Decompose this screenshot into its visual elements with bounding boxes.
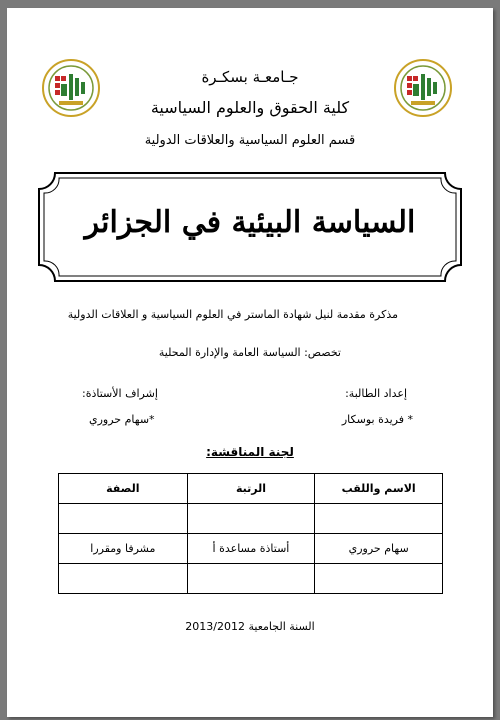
thesis-title: السياسة البيئية في الجزائر (84, 205, 416, 240)
column-header: الاسم واللقب (315, 474, 443, 504)
memo-line: مذكرة مقدمة لنيل شهادة الماستر في العلوم السياسية و العلاقات الدولية (67, 308, 398, 321)
table-cell (187, 504, 315, 534)
supervisor-name: *سهام حروري (89, 413, 155, 426)
table-cell: سهام حروري (315, 534, 443, 564)
committee-title (7, 445, 493, 459)
title-frame (37, 171, 463, 283)
academic-year: السنة الجامعية 2013/2012 (185, 620, 315, 633)
table-cell: مشرفا ومقررا (59, 534, 188, 564)
supervisor-label: إشراف الأستاذة: (82, 387, 158, 400)
table-row (59, 504, 443, 534)
column-header: الرتبة (187, 474, 315, 504)
table-cell (59, 504, 188, 534)
student-name: * فريدة بوسكار (341, 413, 413, 426)
table-cell: أستاذة مساعدة أ (187, 534, 315, 564)
document-page (7, 8, 493, 717)
table-cell (187, 564, 315, 594)
table-header-row (59, 474, 443, 504)
table-row (59, 534, 443, 564)
table-cell (315, 564, 443, 594)
table-row (59, 564, 443, 594)
university-name: جـامعـة بسكـرة (201, 68, 299, 86)
department-name: قسم العلوم السياسية والعلاقات الدولية (144, 133, 356, 148)
table-cell (59, 564, 188, 594)
committee-title-text: لجنة المناقشة: (206, 445, 294, 459)
prepared-by-label: إعداد الطالبة: (345, 387, 407, 400)
column-header: الصفة (59, 474, 188, 504)
specialization: تخصص: السياسة العامة والإدارة المحلية (158, 346, 341, 359)
jury-table (58, 473, 443, 594)
faculty-name: كلية الحقوق والعلوم السياسية (150, 98, 350, 117)
table-cell (315, 504, 443, 534)
